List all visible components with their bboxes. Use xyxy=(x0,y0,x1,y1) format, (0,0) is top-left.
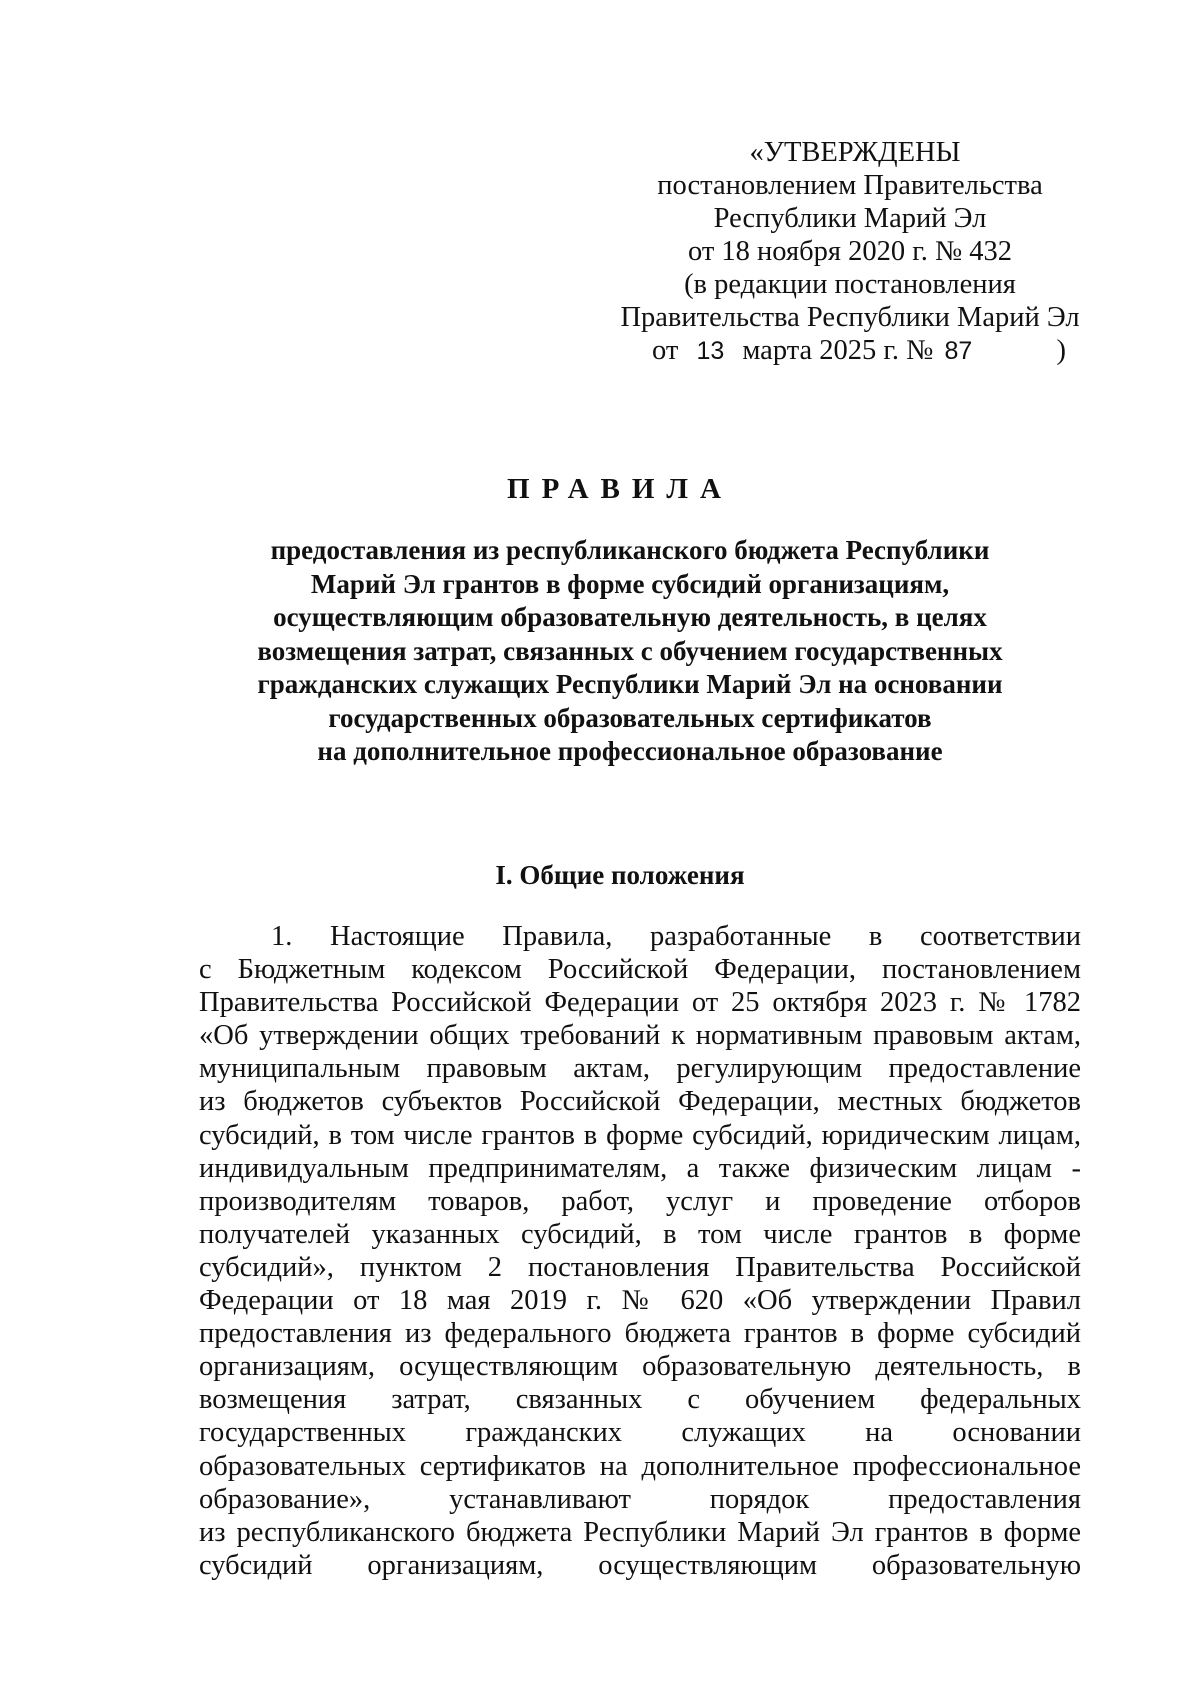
document-subtitle xyxy=(230,534,1030,769)
body-line: муниципальным правовым актам, регулирующим предоставление xyxy=(199,1053,1081,1085)
body-line: с Бюджетным кодексом Российской Федерации, постановлением xyxy=(199,954,1081,986)
body-line: образование», устанавливают порядок предоставления xyxy=(199,1483,1081,1515)
approval-date-line xyxy=(590,334,1110,368)
body-line: организациям, осуществляющим образовательную деятельность, в xyxy=(199,1351,1081,1383)
approval-line: постановлением Правительства xyxy=(657,170,1043,201)
approval-date-number: 87 xyxy=(944,337,973,365)
body-line: предоставления из федерального бюджета грантов в форме субсидий xyxy=(199,1318,1081,1350)
approval-line: Республики Марий Эл xyxy=(713,203,987,234)
body-line: из республиканского бюджета Республики Марий Эл грантов в форме xyxy=(199,1516,1081,1548)
approval-date-mid: марта 2025 г. № xyxy=(742,335,934,366)
approval-line: от 18 ноября 2020 г. № 432 xyxy=(687,236,1013,267)
body-line: Федерации от 18 мая 2019 г. № 620 «Об утверждении Правил xyxy=(199,1285,1081,1317)
approval-block xyxy=(590,136,1110,368)
approval-line: «УТВЕРЖДЕНЫ xyxy=(749,137,961,168)
subtitle-line: гражданских служащих Республики Марий Эл на основании xyxy=(257,669,1003,699)
body-line: государственных гражданских служащих на основании xyxy=(199,1417,1081,1449)
subtitle-line: Марий Эл грантов в форме субсидий организациям, xyxy=(310,568,950,599)
subtitle-line: государственных образовательных сертификатов xyxy=(328,702,932,733)
subtitle-line: предоставления из республиканского бюджета Республики xyxy=(270,535,990,565)
subtitle-line: осуществляющим образовательную деятельность, в целях xyxy=(273,602,987,632)
approval-date-prefix: от xyxy=(652,335,679,366)
subtitle-line: на дополнительное профессиональное образование xyxy=(317,736,943,766)
approval-line: Правительства Республики Марий Эл xyxy=(620,302,1080,333)
body-line: индивидуальным предпринимателям, а также физическим лицам - xyxy=(199,1152,1081,1184)
body-line: «Об утверждении общих требований к нормативным правовым актам, xyxy=(199,1020,1081,1052)
body-line: производителям товаров, работ, услуг и проведение отборов xyxy=(199,1185,1081,1217)
approval-date-day: 13 xyxy=(696,337,725,365)
subtitle-line: возмещения затрат, связанных с обучением государственных xyxy=(257,635,1003,666)
body-line: из бюджетов субъектов Российской Федерации, местных бюджетов xyxy=(199,1086,1081,1118)
approval-line: (в редакции постановления xyxy=(684,269,1016,300)
body-line: субсидий, в том числе грантов в форме субсидий, юридическим лицам, xyxy=(199,1119,1081,1151)
body-line: возмещения затрат, связанных с обучением федеральных xyxy=(199,1384,1081,1416)
body-line: субсидий организациям, осуществляющим образовательную xyxy=(199,1549,1081,1581)
document-title: ПРАВИЛА xyxy=(507,473,733,505)
body-line: образовательных сертификатов на дополнительное профессиональное xyxy=(199,1450,1081,1482)
body-line: получателей указанных субсидий, в том числе грантов в форме xyxy=(199,1218,1081,1250)
approval-date-suffix: ) xyxy=(1056,335,1066,366)
body-line: Правительства Российской Федерации от 25 октября 2023 г. № 1782 xyxy=(199,987,1081,1019)
section-heading: I. Общие положения xyxy=(495,860,745,890)
body-paragraph xyxy=(199,920,1081,1582)
body-line: субсидий», пунктом 2 постановления Правительства Российской xyxy=(199,1251,1081,1283)
body-line: 1. Настоящие Правила, разработанные в соответствии xyxy=(271,921,1081,952)
